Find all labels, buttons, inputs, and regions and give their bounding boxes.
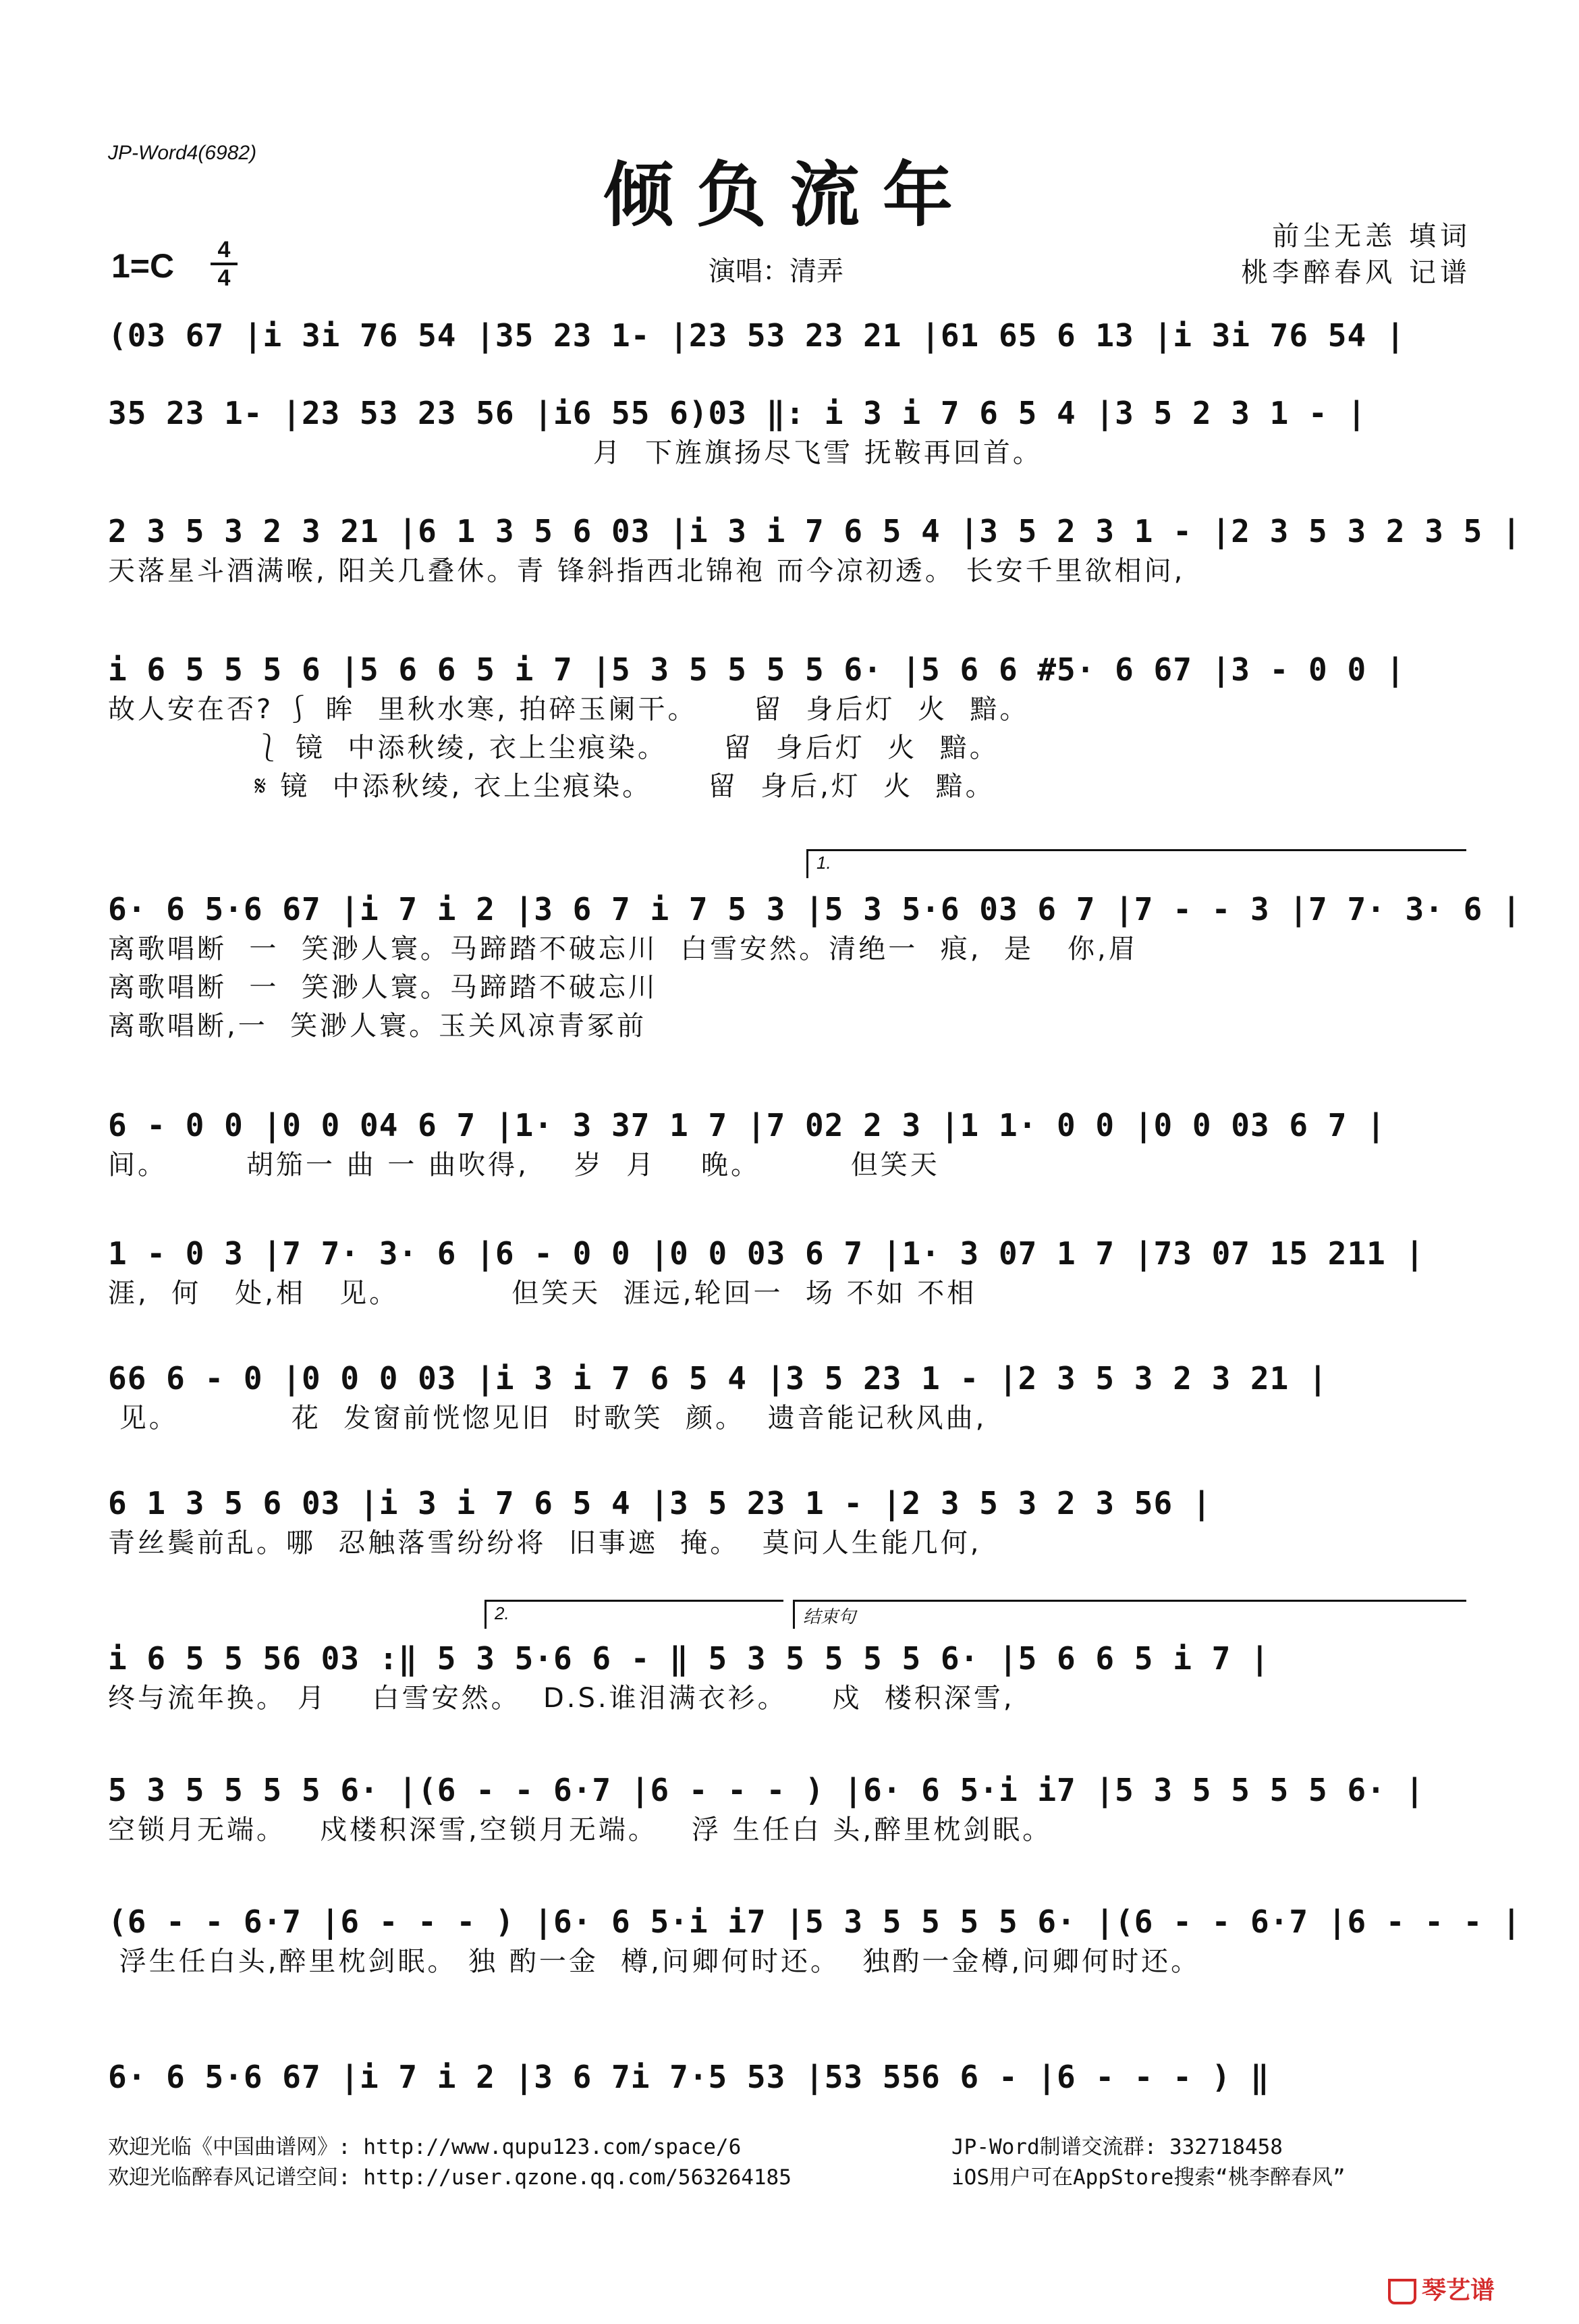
notation-line: 66 6 - 0 |0 0 0 03 |i 3 i 7 6 5 4 |3 5 23 1 - |2 3 5 3 2 3 21 |: [108, 1360, 1328, 1397]
key-signature: 1=C: [111, 247, 175, 285]
time-signature-top: 4: [217, 237, 231, 263]
footer-website-link[interactable]: 欢迎光临《中国曲谱网》: http://www.qupu123.com/space/6: [108, 2135, 742, 2159]
lyric-line: 离歌唱断 一 笑渺人寰。马蹄踏不破忘川 白雪安然。清绝一 痕, 是 你,眉: [108, 934, 1138, 965]
lyric-line: 间。 胡笳一 曲 一 曲吹得, 岁 月 晚。 但笑天: [108, 1150, 940, 1181]
lyric-line: ⎱ 镜 中添秋绫, 衣上尘痕染。 留 身后灯 火 黯。: [108, 732, 999, 763]
score-system-9: [108, 1485, 1478, 1560]
time-signature-bottom: 4: [217, 265, 231, 291]
volta-label: 结束句: [803, 1606, 856, 1627]
score-system-8: [108, 1360, 1478, 1435]
score-system-10: [108, 1640, 1478, 1715]
time-signature: [211, 238, 238, 290]
notation-line: i 6 5 5 56 03 :‖ 5 3 5·6 6 - ‖ 5 3 5 5 5 5 6· |5 6 6 5 i 7 |: [108, 1640, 1270, 1677]
transcriber-credit: 桃李醉春风 记谱: [1241, 257, 1471, 288]
score-system-1: [108, 317, 1478, 354]
notation-line: 6· 6 5·6 67 |i 7 i 2 |3 6 7 i 7 5 3 |5 3 5·6 03 6 7 |7 - - 3 |7 7· 3· 6 |: [108, 891, 1522, 927]
volta-coda-ending: [793, 1600, 1466, 1629]
lyric-line: 浮生任白头,醉里枕剑眠。 独 酌一金 樽,问卿何时还。 独酌一金樽,问卿何时还。: [108, 1946, 1201, 1977]
score-system-13: [108, 2059, 1478, 2095]
lyric-line: 空锁月无端。 戍楼积深雪,空锁月无端。 浮 生任白 头,醉里枕剑眠。: [108, 1814, 1053, 1845]
notation-line: 2 3 5 3 2 3 21 |6 1 3 5 6 03 |i 3 i 7 6 5 4 |3 5 2 3 1 - |2 3 5 3 2 3 5 |: [108, 513, 1522, 549]
lyric-line: 终与流年换。 月 白雪安然。 D.S.谁泪满衣衫。 戍 楼积深雪,: [108, 1683, 1015, 1714]
lyric-line: 涯, 何 处,相 见。 但笑天 涯远,轮回一 场 不如 不相: [108, 1278, 977, 1309]
notation-line: 6 1 3 5 6 03 |i 3 i 7 6 5 4 |3 5 23 1 - |2 3 5 3 2 3 56 |: [108, 1485, 1212, 1521]
score-system-3: [108, 513, 1522, 588]
site-logo: [1388, 2271, 1495, 2306]
notation-line: 35 23 1- |23 53 23 56 |i6 55 6)03 ‖: i 3 i 7 6 5 4 |3 5 2 3 1 - |: [108, 395, 1367, 431]
score-system-7: [108, 1235, 1478, 1310]
logo-text: 琴艺谱: [1421, 2277, 1495, 2304]
volta-label: 1.: [816, 853, 831, 873]
page-title: 倾负流年: [603, 153, 976, 236]
score-system-4: [108, 651, 1478, 803]
lyric-line: 离歌唱断,一 笑渺人寰。玉关风凉青冢前: [108, 1010, 647, 1042]
lyric-line: 故人安在否? ⎰ 眸 里秋水寒, 拍碎玉阑干。 留 身后灯 火 黯。: [108, 694, 1030, 725]
notation-line: 1 - 0 3 |7 7· 3· 6 |6 - 0 0 |0 0 03 6 7 |1· 3 07 1 7 |73 07 15 211 |: [108, 1235, 1425, 1272]
score-system-11: [108, 1772, 1478, 1847]
lyric-line: 离歌唱断 一 笑渺人寰。马蹄踏不破忘川: [108, 972, 658, 1003]
notation-line: (03 67 |i 3i 76 54 |35 23 1- |23 53 23 21 |61 65 6 13 |i 3i 76 54 |: [108, 317, 1406, 354]
lyric-line: 青丝鬓前乱。哪 忍触落雪纷纷将 旧事遮 掩。 莫问人生能几何,: [108, 1528, 982, 1559]
lyricist-credit: 前尘无恙 填词: [1272, 221, 1471, 252]
volta-second-ending: [484, 1600, 783, 1629]
singer-credit: 演唱：清弄: [709, 256, 843, 287]
footer-qzone-link[interactable]: 欢迎光临醉春风记谱空间: http://user.qzone.qq.com/563264185: [108, 2165, 792, 2190]
score-system-2: [108, 395, 1478, 470]
footer-qq-group: JP-Word制谱交流群: 332718458: [951, 2135, 1283, 2159]
notation-line: 6· 6 5·6 67 |i 7 i 2 |3 6 7i 7·5 53 |53 556 6 - |6 - - - ) ‖: [108, 2059, 1270, 2095]
volta-label: 2.: [495, 1603, 509, 1623]
software-version: JP-Word4(6982): [108, 142, 257, 164]
score-system-5: [108, 891, 1522, 1043]
lyric-line: 𝄋 镜 中添秋绫, 衣上尘痕染。 留 身后,灯 火 黯。: [108, 771, 995, 802]
logo-icon: [1388, 2279, 1416, 2304]
notation-line: i 6 5 5 5 6 |5 6 6 5 i 7 |5 3 5 5 5 5 6· |5 6 6 #5· 6 67 |3 - 0 0 |: [108, 651, 1406, 688]
lyric-line: 见。 花 发窗前恍惚见旧 时歌笑 颜。 遗音能记秋风曲,: [108, 1403, 987, 1434]
notation-line: 6 - 0 0 |0 0 04 6 7 |1· 3 37 1 7 |7 02 2 3 |1 1· 0 0 |0 0 03 6 7 |: [108, 1107, 1386, 1143]
score-system-6: [108, 1107, 1478, 1182]
score-system-12: [108, 1903, 1522, 1978]
notation-line: (6 - - 6·7 |6 - - - ) |6· 6 5·i i7 |5 3 5 5 5 5 6· |(6 - - 6·7 |6 - - - |: [108, 1903, 1522, 1940]
notation-line: 5 3 5 5 5 5 6· |(6 - - 6·7 |6 - - - ) |6· 6 5·i i7 |5 3 5 5 5 5 6· |: [108, 1772, 1425, 1808]
lyric-line: 月 下旌旗扬尽飞雪 抚鞍再回首。: [108, 437, 1043, 468]
footer-appstore-note: iOS用户可在AppStore搜索“桃李醉春风”: [951, 2165, 1346, 2190]
lyric-line: 天落星斗酒满喉, 阳关几叠休。青 锋斜指西北锦袍 而今凉初透。 长安千里欲相问,: [108, 556, 1186, 587]
volta-first-ending: [806, 849, 1466, 878]
